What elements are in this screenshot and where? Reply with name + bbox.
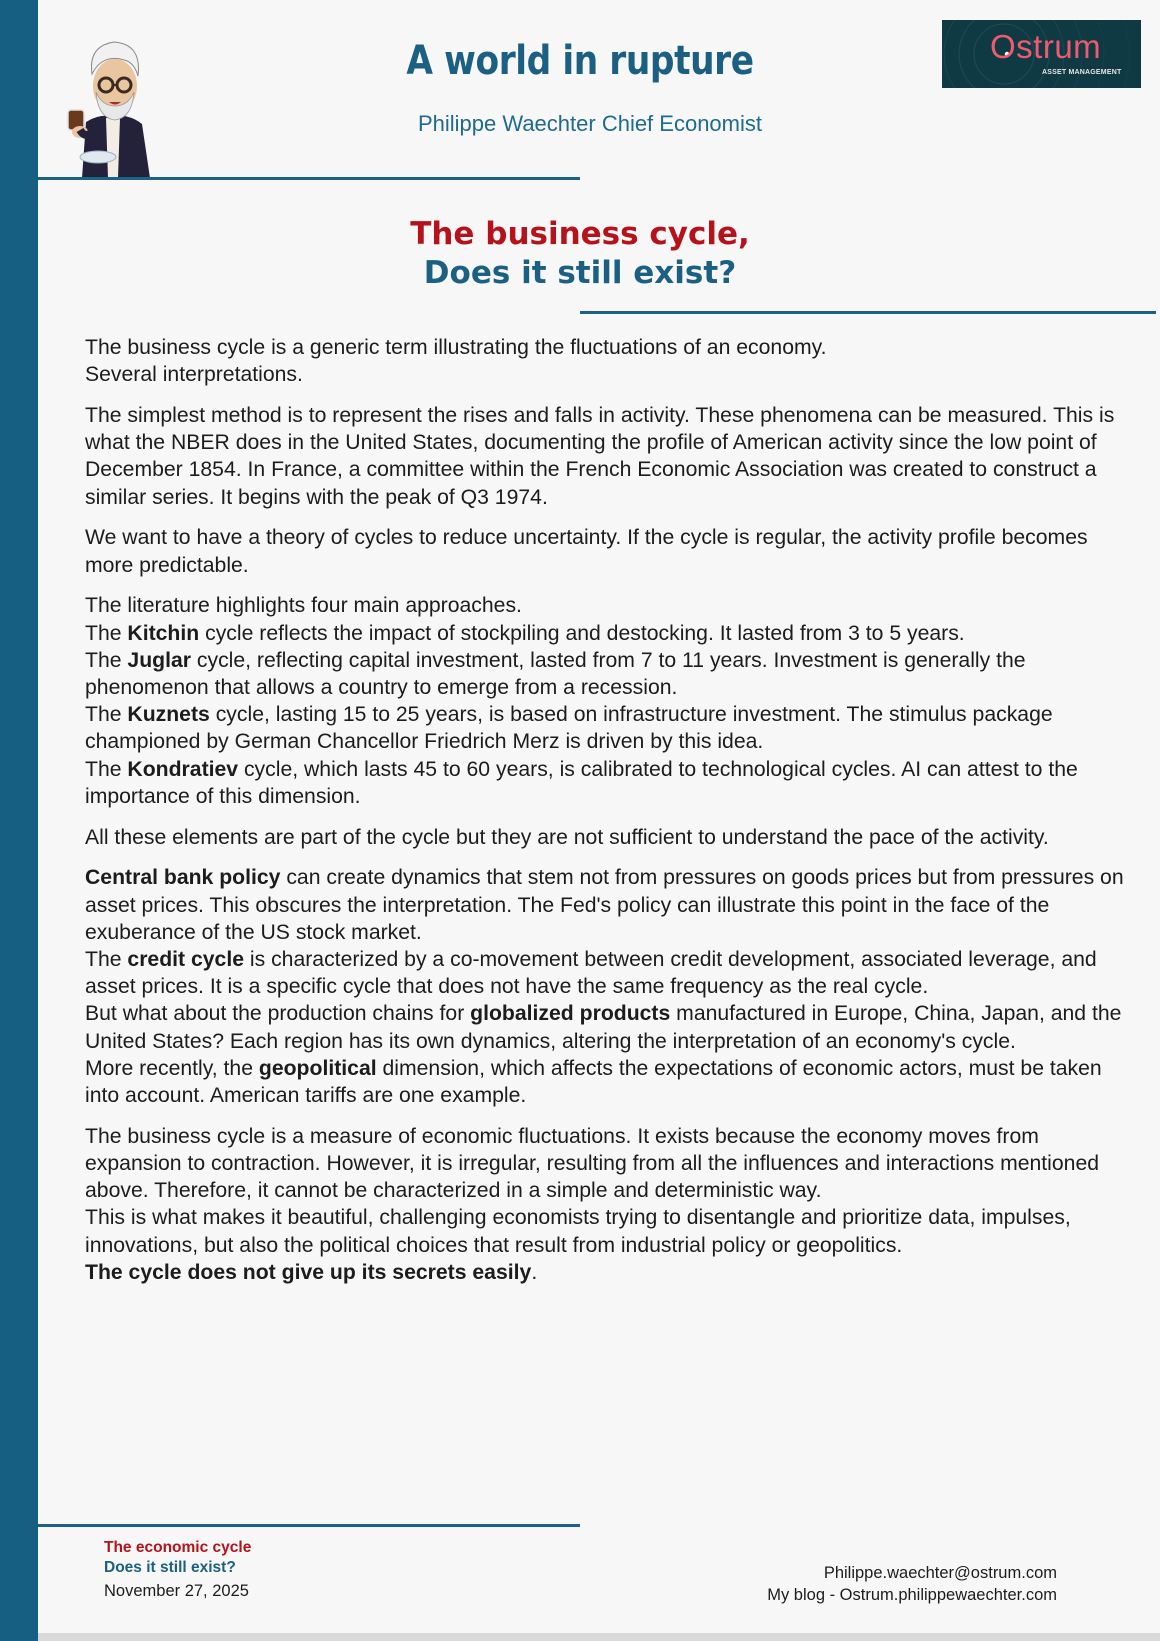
geopolitical-line bbox=[85, 1055, 1135, 1109]
article-headline bbox=[300, 215, 860, 293]
logo-wordmark: Ostrum bbox=[990, 28, 1102, 65]
paragraph-conclusion bbox=[85, 1123, 1135, 1286]
headline-divider bbox=[580, 311, 1156, 314]
article-body bbox=[85, 334, 1135, 1300]
closing-statement: The cycle does not give up its secrets easily bbox=[85, 1260, 532, 1284]
text: The bbox=[85, 621, 128, 645]
juglar-line bbox=[85, 647, 1135, 701]
paragraph-measurement: The simplest method is to represent the rises and falls in activity. These phenomena can be measured. This is what the NBER does in the United States, documenting the profile of American activity since the low point of December 1854. In France, a committee within the French Economic Association was created to construct a similar series. It begins with the peak of Q3 1974. bbox=[85, 404, 1115, 509]
conclusion-line-2: This is what makes it beautiful, challenging economists trying to disentangle and prioritize data, impulses, innovations, but also the political choices that result from industrial policy or geopolitics. bbox=[85, 1206, 1071, 1257]
blog-link[interactable]: My blog - Ostrum.philippewaechter.com bbox=[767, 1586, 1057, 1604]
contact-email-link[interactable]: Philippe.waechter@ostrum.com bbox=[823, 1564, 1057, 1582]
paragraph-approaches bbox=[85, 592, 1135, 810]
text: The bbox=[85, 703, 128, 727]
text: cycle, which lasts 45 to 60 years, is calibrated to technological cycles. AI can attest to the importance of this dimension. bbox=[85, 757, 1078, 808]
footer-contact bbox=[767, 1562, 1057, 1606]
text: cycle, reflecting capital investment, lasted from 7 to 11 years. Investment is generally the phenomenon that allows a country to emerge from a recession. bbox=[85, 648, 1026, 700]
text: is characterized by a co-movement between credit development, associated leverage, and asset prices. It is a specific cycle that does not have the same frequency as the real cycle. bbox=[85, 948, 1097, 999]
footer-title-line-2: Does it still exist? bbox=[104, 1559, 236, 1576]
text: The bbox=[85, 648, 128, 672]
series-title: A world in rupture bbox=[406, 38, 754, 84]
approaches-intro: The literature highlights four main approaches. bbox=[85, 594, 522, 618]
left-accent-bar bbox=[0, 0, 38, 1641]
publication-date: November 27, 2025 bbox=[104, 1582, 249, 1600]
text: can create dynamics that stem not from pressures on goods prices but from pressures on asset prices. This obscures the interpretation. The Fed's policy can illustrate this point in the face of the exuberance of the US stock market. bbox=[85, 866, 1124, 944]
kondratiev-line bbox=[85, 756, 1135, 810]
footer-article-info bbox=[104, 1538, 251, 1604]
term-kuznets: Kuznets bbox=[127, 703, 210, 727]
footer-title-line-1: The economic cycle bbox=[104, 1539, 252, 1556]
closing-line bbox=[85, 1259, 1135, 1286]
intro-line-2: Several interpretations. bbox=[85, 363, 303, 387]
headline-line-1: The business cycle, bbox=[410, 216, 750, 252]
text: The bbox=[85, 757, 128, 781]
text: But what about the production chains for bbox=[85, 1002, 471, 1026]
term-kitchin: Kitchin bbox=[127, 621, 200, 645]
page-bottom-edge bbox=[38, 1633, 1160, 1641]
text: More recently, the bbox=[85, 1056, 259, 1080]
cartoon-economist-avatar-icon bbox=[58, 30, 168, 178]
paragraph-intro bbox=[85, 334, 1135, 388]
intro-line-1: The business cycle is a generic term illustrating the fluctuations of an economy. bbox=[85, 336, 827, 359]
term-juglar: Juglar bbox=[127, 648, 191, 672]
headline-line-2: Does it still exist? bbox=[423, 255, 737, 291]
footer-divider bbox=[38, 1524, 580, 1527]
paragraph-other-factors bbox=[85, 864, 1135, 1109]
logo-tagline: ASSET MANAGEMENT bbox=[1042, 69, 1122, 76]
text: cycle, lasting 15 to 25 years, is based on infrastructure investment. The stimulus package championed by German Chancellor Friedrich Merz is driven by this idea. bbox=[85, 703, 1053, 754]
header-divider bbox=[38, 177, 580, 180]
text: cycle reflects the impact of stockpiling and destocking. It lasted from 3 to 5 years. bbox=[199, 621, 965, 645]
central-bank-line bbox=[85, 864, 1135, 946]
term-credit-cycle: credit cycle bbox=[127, 948, 245, 972]
paragraph-theory: We want to have a theory of cycles to reduce uncertainty. If the cycle is regular, the activity profile becomes more predictable. bbox=[85, 526, 1088, 577]
term-geopolitical: geopolitical bbox=[258, 1056, 377, 1080]
kuznets-line bbox=[85, 701, 1135, 755]
paragraph-insufficient: All these elements are part of the cycle but they are not sufficient to understand the pace of the activity. bbox=[85, 825, 1049, 849]
text: . bbox=[531, 1260, 538, 1284]
ostrum-logo bbox=[942, 20, 1141, 88]
term-kondratiev: Kondratiev bbox=[127, 757, 239, 781]
kitchin-line bbox=[85, 620, 1135, 647]
text: The bbox=[85, 948, 128, 972]
author-subtitle: Philippe Waechter Chief Economist bbox=[417, 111, 762, 136]
term-globalized-products: globalized products bbox=[470, 1002, 671, 1026]
globalized-line bbox=[85, 1000, 1135, 1054]
conclusion-line-1: The business cycle is a measure of economic fluctuations. It exists because the economy moves from expansion to contraction. However, it is irregular, resulting from all the influences and interactions mentioned above. Therefore, it cannot be characterized in a simple and deterministic way. bbox=[85, 1124, 1100, 1203]
text: dimension, which affects the expectations of economic actors, must be taken into account. American tariffs are one example. bbox=[85, 1056, 1102, 1108]
text: manufactured in Europe, China, Japan, and the United States? Each region has its own dynamics, altering the interpretation of an economy's cycle. bbox=[85, 1002, 1122, 1053]
term-central-bank-policy: Central bank policy bbox=[85, 866, 281, 890]
credit-line bbox=[85, 946, 1135, 1000]
